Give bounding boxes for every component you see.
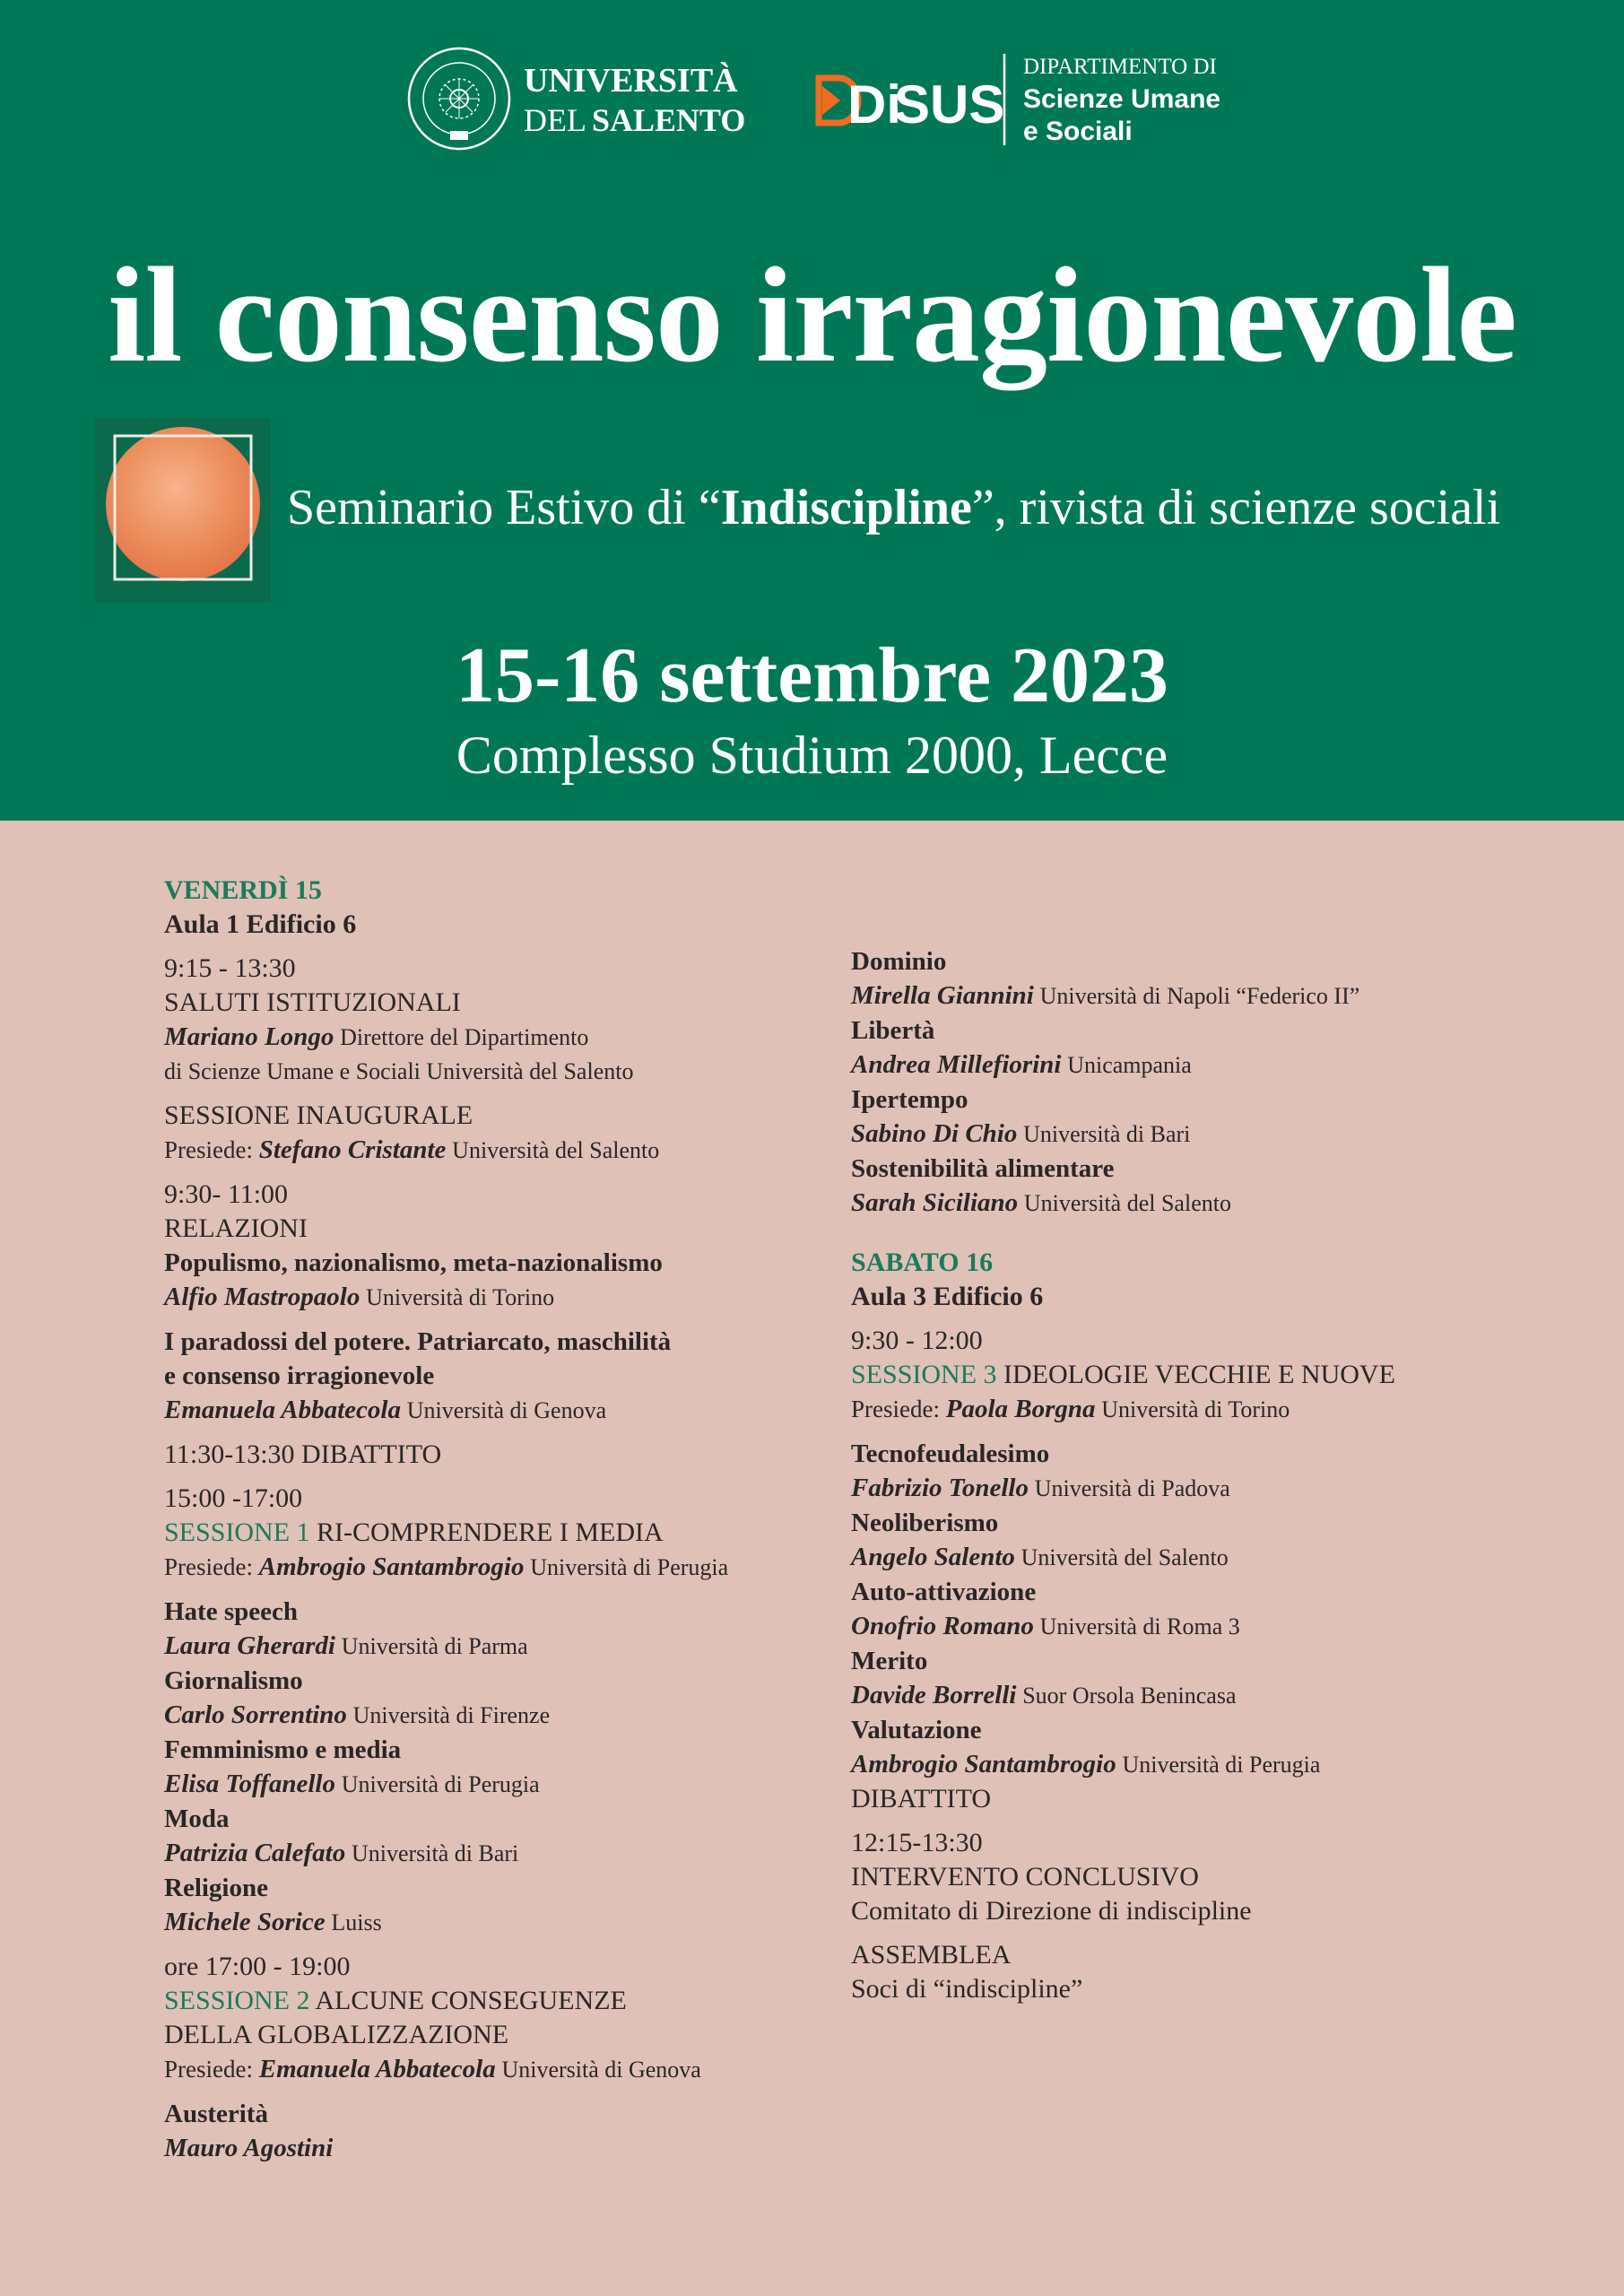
inaugural-chair-aff: Università del Salento (452, 1137, 660, 1163)
talk-affiliation: Luiss (331, 1909, 382, 1935)
university-name-line1: UNIVERSITÀ (524, 62, 738, 100)
day-heading-friday: VENERDÌ 15 (164, 875, 322, 905)
welcome-speaker: Mariano Longo (164, 1022, 334, 1051)
talk-speaker: Angelo Salento (851, 1543, 1015, 1571)
session1-chair: Ambrogio Santambrogio (258, 1552, 525, 1581)
inaugural-label: SESSIONE INAUGURALE (164, 1100, 473, 1130)
talk-speaker: Fabrizio Tonello (851, 1474, 1029, 1502)
assembly-block (851, 1938, 1586, 2006)
talk-speaker: Sabino Di Chio (851, 1119, 1018, 1148)
session2-chair: Emanuela Abbatecola (258, 2055, 496, 2083)
talk-item (164, 1802, 864, 1871)
session2-chair-label: Presiede: (164, 2056, 253, 2083)
talk-item (164, 1871, 864, 1940)
talk-item (164, 1595, 864, 1664)
friday-debate: 11:30-13:30 DIBATTITO (164, 1439, 442, 1469)
day-heading-saturday: SABATO 16 (851, 1248, 994, 1277)
saturday-debate: DIBATTITO (851, 1784, 992, 1813)
session3-time: 9:30 - 12:00 (851, 1326, 983, 1355)
disus-department-logo (812, 47, 1224, 154)
talk-speaker: Sarah Siciliano (851, 1188, 1019, 1217)
journal-name: Indiscipline (720, 480, 972, 535)
university-name-line2: SALENTO (592, 102, 746, 138)
session1-block (164, 1482, 864, 1940)
relazioni-time: 9:30- 11:00 (164, 1179, 289, 1209)
talk-speaker: Michele Sorice (164, 1908, 326, 1936)
talk-affiliation: Università di Perugia (1122, 1752, 1321, 1778)
saturday-block (851, 1246, 1586, 2006)
talk-item (851, 1152, 1586, 1221)
subtitle-before: Seminario Estivo di “ (287, 480, 721, 535)
university-name-line2-prefix: DEL (524, 102, 586, 138)
talk-affiliation: Università di Perugia (341, 1771, 540, 1797)
relazioni-talk2-title-line2: e consenso irragionevole (164, 1361, 435, 1390)
closing-by: Comitato di Direzione di indiscipline (851, 1896, 1252, 1926)
event-venue: Complesso Studium 2000, Lecce (456, 726, 1168, 785)
assembly-by: Soci di “indiscipline” (851, 1974, 1083, 2004)
universita-del-salento-logo (405, 45, 746, 152)
session2-title-line2: DELLA GLOBALIZZAZIONE (164, 2020, 509, 2049)
talk-affiliation: Università del Salento (1023, 1190, 1231, 1216)
talk-speaker: Carlo Sorrentino (164, 1700, 347, 1729)
inaugural-chair-label: Presiede: (164, 1136, 253, 1163)
talk-item (164, 2097, 864, 2165)
session1-chair-label: Presiede: (164, 1553, 253, 1580)
talk-title: Dominio (851, 947, 947, 976)
decorative-orange-circle-icon (93, 416, 273, 604)
talk-speaker: Mauro Agostini (164, 2134, 334, 2162)
talk-title: Femminismo e media (164, 1735, 402, 1764)
room-saturday: Aula 3 Edificio 6 (851, 1282, 1044, 1311)
talk-title: Libertà (851, 1016, 935, 1045)
talk-affiliation: Università del Salento (1020, 1544, 1229, 1570)
session3-chair: Paola Borgna (945, 1395, 1096, 1423)
talk-item (851, 1575, 1586, 1644)
session1-chair-aff: Università di Perugia (530, 1554, 729, 1580)
session2-block (164, 1950, 864, 2165)
program-left-column (164, 874, 864, 2165)
session3-title: IDEOLOGIE VECCHIE E NUOVE (1003, 1360, 1395, 1389)
relazioni-talk1-aff: Università di Torino (366, 1284, 555, 1310)
relazioni-label: RELAZIONI (164, 1213, 308, 1243)
logo-bar (0, 43, 1624, 160)
talk-item (851, 1013, 1586, 1083)
talk-title: Giornalismo (164, 1666, 303, 1695)
talk-item (851, 1713, 1586, 1782)
session2-code: SESSIONE 2 (164, 1986, 310, 2015)
talk-affiliation: Università di Bari (1023, 1121, 1191, 1147)
talk-title: Valutazione (851, 1716, 982, 1744)
talk-title: Auto-attivazione (851, 1578, 1037, 1606)
talk-affiliation: Suor Orsola Benincasa (1022, 1683, 1237, 1709)
subtitle-after: ”, rivista di scienze sociali (971, 480, 1501, 535)
welcome-block (164, 952, 864, 1089)
talk-item (164, 1664, 864, 1733)
talk-speaker: Onofrio Romano (851, 1612, 1034, 1640)
disus-logo-text: SUS (894, 74, 1005, 135)
disus-logo-prefix: Di (847, 74, 901, 135)
talk-affiliation: Unicampania (1067, 1052, 1192, 1078)
welcome-time: 9:15 - 13:30 (164, 953, 296, 983)
session3-chair-aff: Università di Torino (1101, 1396, 1290, 1422)
talk-title: Neoliberismo (851, 1509, 999, 1537)
program-right-column (851, 944, 1586, 2006)
talk-affiliation: Università di Padova (1034, 1475, 1230, 1501)
talk-title: Hate speech (164, 1597, 298, 1626)
relazioni-talk1-title: Populismo, nazionalismo, meta-nazionalismo (164, 1248, 663, 1277)
closing-block (851, 1826, 1586, 1928)
inaugural-block (164, 1099, 864, 1168)
welcome-label: SALUTI ISTITUZIONALI (164, 987, 461, 1017)
session1-time: 15:00 -17:00 (164, 1483, 303, 1513)
talk-title: Religione (164, 1874, 268, 1902)
talk-title: Ipertempo (851, 1085, 968, 1114)
assembly-label: ASSEMBLEA (851, 1940, 1012, 1970)
session2-chair-aff: Università di Genova (501, 2057, 701, 2083)
relazioni-block (164, 1178, 864, 1428)
event-title: il consenso irragionevole (108, 239, 1516, 390)
talk-speaker: Andrea Millefiorini (851, 1050, 1062, 1079)
talk-item (851, 1644, 1586, 1713)
talk-affiliation: Università di Napoli “Federico II” (1039, 983, 1360, 1009)
relazioni-talk2-aff: Università di Genova (406, 1397, 607, 1423)
room-friday: Aula 1 Edificio 6 (164, 909, 357, 939)
talk-speaker: Mirella Giannini (851, 981, 1034, 1010)
inaugural-chair: Stefano Cristante (258, 1135, 447, 1164)
department-line3: e Sociali (1023, 117, 1133, 146)
talk-title: Sostenibilità alimentare (851, 1154, 1115, 1183)
talk-affiliation: Università di Roma 3 (1039, 1613, 1240, 1639)
welcome-role-line1: Direttore del Dipartimento (340, 1024, 589, 1050)
talk-speaker: Davide Borrelli (851, 1681, 1017, 1709)
relazioni-talk2-speaker: Emanuela Abbatecola (164, 1396, 401, 1424)
session2-time: ore 17:00 - 19:00 (164, 1952, 351, 1981)
talk-item (164, 1733, 864, 1802)
event-dates: 15-16 settembre 2023 (455, 632, 1169, 719)
talk-item (851, 944, 1586, 1013)
session2-title-line1: ALCUNE CONSEGUENZE (315, 1986, 627, 2015)
relazioni-talk2-title-line1: I paradossi del potere. Patriarcato, maschilità (164, 1327, 672, 1356)
session3-code: SESSIONE 3 (851, 1360, 997, 1389)
talk-item (851, 1506, 1586, 1575)
talk-affiliation: Università di Firenze (352, 1702, 551, 1728)
closing-label: INTERVENTO CONCLUSIVO (851, 1862, 1199, 1892)
event-subtitle (287, 481, 1596, 536)
talk-title: Tecnofeudalesimo (851, 1439, 1050, 1468)
session3-block (851, 1324, 1586, 1782)
talk-item (851, 1083, 1586, 1152)
talk-speaker: Patrizia Calefato (164, 1839, 346, 1867)
department-line1: DIPARTIMENTO DI (1023, 55, 1217, 79)
talk-title: Moda (164, 1805, 230, 1833)
relazioni-talk1-speaker: Alfio Mastropaolo (164, 1283, 360, 1311)
talk-speaker: Ambrogio Santambrogio (851, 1750, 1116, 1779)
welcome-role-line2: di Scienze Umane e Sociali Università del Salento (164, 1058, 634, 1084)
session1-code: SESSIONE 1 (164, 1518, 310, 1547)
header-banner (0, 0, 1624, 821)
talk-item (851, 1437, 1586, 1506)
talk-title: Austerità (164, 2100, 268, 2128)
talk-affiliation: Università di Parma (341, 1633, 528, 1659)
session1-title: RI-COMPRENDERE I MEDIA (317, 1518, 664, 1547)
session3-chair-label: Presiede: (851, 1396, 940, 1422)
talk-speaker: Elisa Toffanello (164, 1770, 335, 1798)
closing-time: 12:15-13:30 (851, 1828, 983, 1857)
talk-speaker: Laura Gherardi (164, 1631, 335, 1660)
department-line2: Scienze Umane (1023, 84, 1221, 114)
talk-title: Merito (851, 1647, 928, 1675)
talk-affiliation: Università di Bari (351, 1840, 519, 1866)
